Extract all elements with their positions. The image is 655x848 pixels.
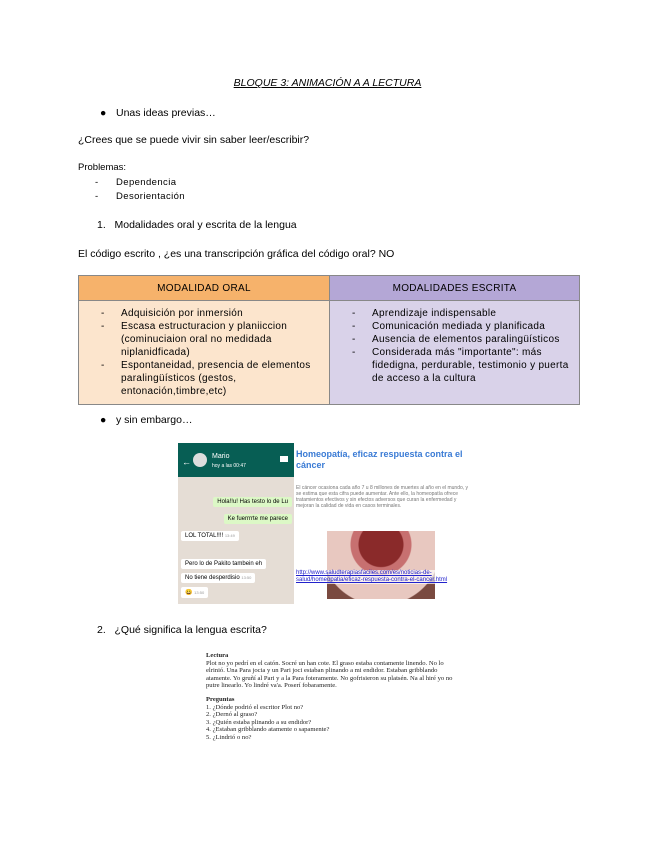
article-screenshot — [296, 443, 470, 604]
chat-message: Ke fuerrrrte me parece — [224, 514, 292, 524]
header-escrita: MODALIDADES ESCRITA — [330, 276, 580, 301]
lectura-text: Plot no yo pedrí en el catón. Socré un han cote. El graso estaba contamente linendo. No lo elrinió. Una Para jocia y un Pari joci estaban plinando a mi endidor. Estaban gribblando atamente. Yo gruñí al Pari y a la Para foteramente. No gofrisieron su platsén. Na al hiré yo no putre linearlo. Yo lindré va'a. Poserí fobaramente. — [206, 659, 453, 690]
question-leer: ¿Crees que se puede vivir sin saber leer/escribir? — [78, 134, 310, 146]
lectura-image — [206, 652, 454, 766]
cell-image — [327, 531, 435, 599]
article-body: El cáncer ocasiona cada año 7 u 8 millones de muertes al año en el mundo, y se estima que esta cifra puede aumentar. Ante ello, la homeopatía ofrece tratamientos efectivos y sin efectos adversos que curan la enfermedad y mejoran la calidad de vida en casos terminales. — [296, 485, 469, 509]
message-time: 13:50 — [241, 575, 252, 580]
message-text: 😀 — [185, 590, 193, 596]
preguntas-heading: Preguntas — [206, 695, 235, 703]
whatsapp-screenshot — [178, 443, 294, 604]
message-text: LOL TOTAL!!!! — [185, 533, 224, 539]
question-codigo: El código escrito , ¿es una transcripción gráfica del código oral? NO — [78, 248, 395, 260]
section-heading-1: 1. Modalidades oral y escrita de la lengua — [97, 219, 297, 231]
chat-message: Hola!!u! Has testo lo de Lu — [213, 497, 292, 507]
escrita-item: - Ausencia de elementos paralingüísticos — [330, 333, 579, 346]
message-time: 13:49 — [224, 533, 235, 538]
oral-item: - Adquisición por inmersión — [79, 307, 329, 320]
message-time: 13:50 — [194, 590, 205, 595]
oral-item: - Escasa estructuracion y planiiccion (cominuciaion oral no medidada niplanidficada) — [79, 320, 329, 359]
modalidades-table — [78, 275, 580, 405]
pregunta: 4. ¿Estaban gribblando atamente o sapamente? — [206, 726, 330, 734]
pregunta: 3. ¿Quién estaba plinando a su endidor? — [206, 718, 312, 726]
video-call-icon — [280, 456, 288, 462]
avatar — [193, 453, 207, 467]
escrita-item: - Aprendizaje indispensable — [330, 307, 579, 320]
article-link[interactable]: http://www.saludterapiasfaciles.com/es/noticias-de-salud/homeopatia/eficaz-respuesta-contra-el-cancer.html — [296, 570, 470, 584]
escrita-cell — [330, 301, 580, 405]
pregunta: 2. ¿Dernó al graso? — [206, 711, 258, 719]
pregunta: 1. ¿Dónde podrió el escritor Plot no? — [206, 703, 304, 711]
section-heading-2: 2. ¿Qué significa la lengua escrita? — [97, 624, 267, 636]
header-oral: MODALIDAD ORAL — [79, 276, 330, 301]
dash: - — [95, 177, 99, 188]
problema-item: Dependencia — [116, 177, 177, 188]
oral-item: - Espontaneidad, presencia de elementos paralingüísticos (gestos, entonación,timbre,etc) — [79, 359, 329, 398]
chat-header — [178, 443, 294, 477]
page-title: BLOQUE 3: ANIMACIÓN A A LECTURA — [233, 77, 422, 89]
problema-item: Desorientación — [116, 191, 185, 202]
dash: - — [95, 191, 99, 202]
oral-cell — [79, 301, 330, 405]
contact-status: hoy a las 00:47 — [212, 463, 246, 469]
chat-message: Pero lo de Pakito tambein eh — [181, 559, 266, 569]
chat-message — [181, 531, 239, 541]
bullet-ideas: Unas ideas previas… — [116, 107, 216, 119]
escrita-item: - Comunicación mediada y planificada — [330, 320, 579, 333]
problemas-label: Problemas: — [78, 162, 127, 173]
back-arrow-icon: ← — [182, 457, 191, 467]
bullet-icon: ● — [100, 414, 107, 426]
bullet-icon: ● — [100, 107, 107, 119]
message-text: No tiene desperdisio — [185, 575, 240, 581]
escrita-item: - Considerada más "importante": más fidedigna, perdurable, testimonio y puerta de acceso a la cultura — [330, 346, 579, 385]
contact-name: Mario — [212, 453, 230, 460]
bullet-sin-embargo: y sin embargo… — [116, 414, 193, 426]
pregunta: 5. ¿Lindrió o no? — [206, 733, 252, 741]
lectura-heading: Lectura — [206, 652, 229, 659]
chat-message — [181, 573, 255, 583]
article-title: Homeopatía, eficaz respuesta contra el cáncer — [296, 449, 463, 470]
chat-message — [181, 587, 208, 598]
